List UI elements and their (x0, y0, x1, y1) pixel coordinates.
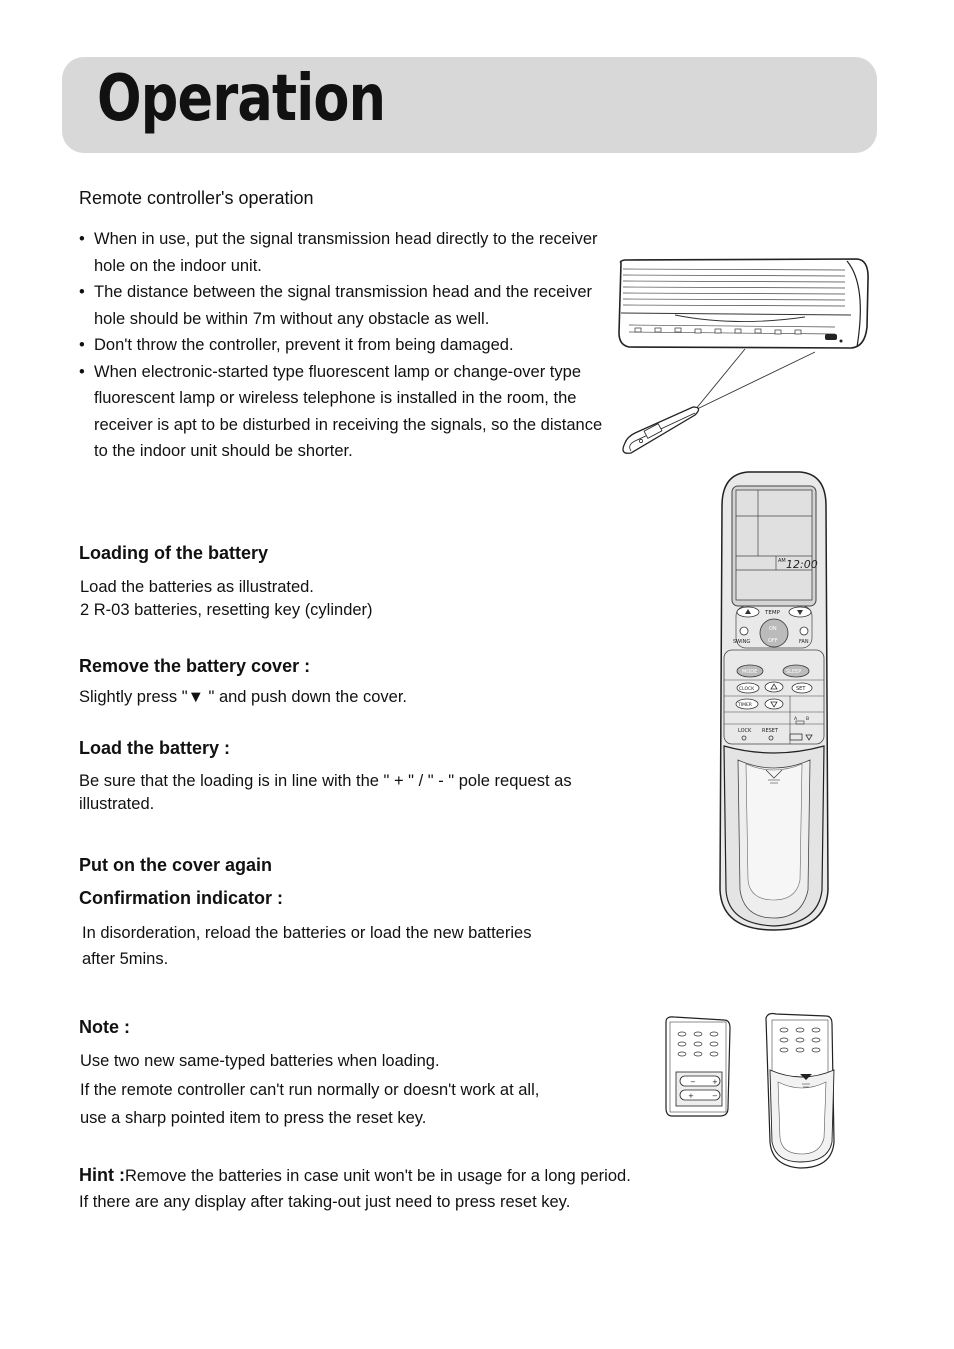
remote-sleep-label: SLEEP (786, 669, 802, 675)
bullet-item: • The distance between the signal transmission head and the receiver hole should be within 7m without any obstacle as well. (79, 279, 619, 332)
remote-temp-label: TEMP (765, 610, 780, 616)
svg-text:+: + (688, 1092, 694, 1100)
hint-label: Hint : (79, 1165, 125, 1185)
remote-a-label: A (794, 717, 798, 722)
remote-mode-label: MODE (742, 669, 758, 675)
remote-operation-heading: Remote controller's operation (79, 188, 314, 208)
remote-am-label: AM (778, 558, 786, 564)
remote-timer-label: TIMER (738, 703, 752, 708)
remote-lock-label: LOCK (738, 728, 752, 734)
remote-reset-label: RESET (762, 728, 779, 734)
battery-loading-illustration (662, 1012, 842, 1172)
remote-clock-label: CLOCK (739, 687, 755, 692)
remote-control-illustration (718, 470, 830, 932)
svg-text:−: − (712, 1092, 718, 1100)
air-conditioner-illustration (615, 255, 875, 465)
cover-again-heading: Put on the cover again (79, 855, 273, 875)
page-title: Operation (97, 62, 386, 136)
confirmation-line-2: after 5mins. (82, 950, 169, 968)
battery-line-1: Load the batteries as illustrated. (80, 578, 314, 596)
remove-cover-text (79, 686, 407, 709)
remove-cover-text-before: Slightly press " (79, 688, 188, 706)
bullet-item: • When electronic-started type fluorescent lamp or change-over type fluorescent lamp or wireless telephone is installed in the room, the receiver is apt to be disturbed in receiving the signals, so the distance to the indoor unit should be shorter. (79, 359, 619, 465)
confirmation-heading: Confirmation indicator : (79, 888, 283, 908)
remote-on-label: ON (769, 626, 777, 632)
battery-heading: Loading of the battery (79, 543, 268, 563)
confirmation-line-1: In disorderation, reload the batteries or load the new batteries (82, 924, 532, 942)
note-heading: Note : (79, 1017, 130, 1037)
remote-set-label: SET (796, 686, 806, 692)
remote-swing-label: SWING (733, 639, 751, 645)
battery-line-2: 2 R-03 batteries, resetting key (cylinder) (80, 601, 373, 619)
remote-clock-display: 12:00 (786, 558, 818, 571)
arrow-down-icon: ▼ (187, 688, 204, 706)
remove-cover-text-after: " and push down the cover. (203, 688, 407, 706)
bullet-item: • When in use, put the signal transmission head directly to the receiver hole on the indoor unit. (79, 226, 619, 279)
remove-cover-heading: Remove the battery cover : (79, 656, 311, 676)
note-line: Use two new same-typed batteries when loading. (80, 1052, 440, 1070)
remote-off-label: OFF (768, 638, 778, 644)
hint-line-1: Remove the batteries in case unit won't be in usage for a long period. (124, 1167, 631, 1185)
remote-operation-bullets (79, 226, 619, 465)
note-line: use a sharp pointed item to press the reset key. (80, 1109, 427, 1127)
remote-fan-label: FAN (799, 639, 809, 645)
hint-line-2: If there are any display after taking-out just need to press reset key. (79, 1193, 571, 1211)
load-battery-heading: Load the battery : (79, 738, 231, 758)
bullet-item: • Don't throw the controller, prevent it from being damaged. (79, 332, 619, 359)
remote-b-label: B (806, 717, 810, 722)
load-battery-text: Be sure that the loading is in line with the " + " / " - " pole request as illustrated. (79, 772, 572, 813)
note-line: If the remote controller can't run normally or doesn't work at all, (80, 1081, 540, 1099)
svg-text:+: + (712, 1078, 718, 1086)
hint-paragraph (79, 1162, 631, 1215)
svg-text:−: − (690, 1078, 696, 1086)
